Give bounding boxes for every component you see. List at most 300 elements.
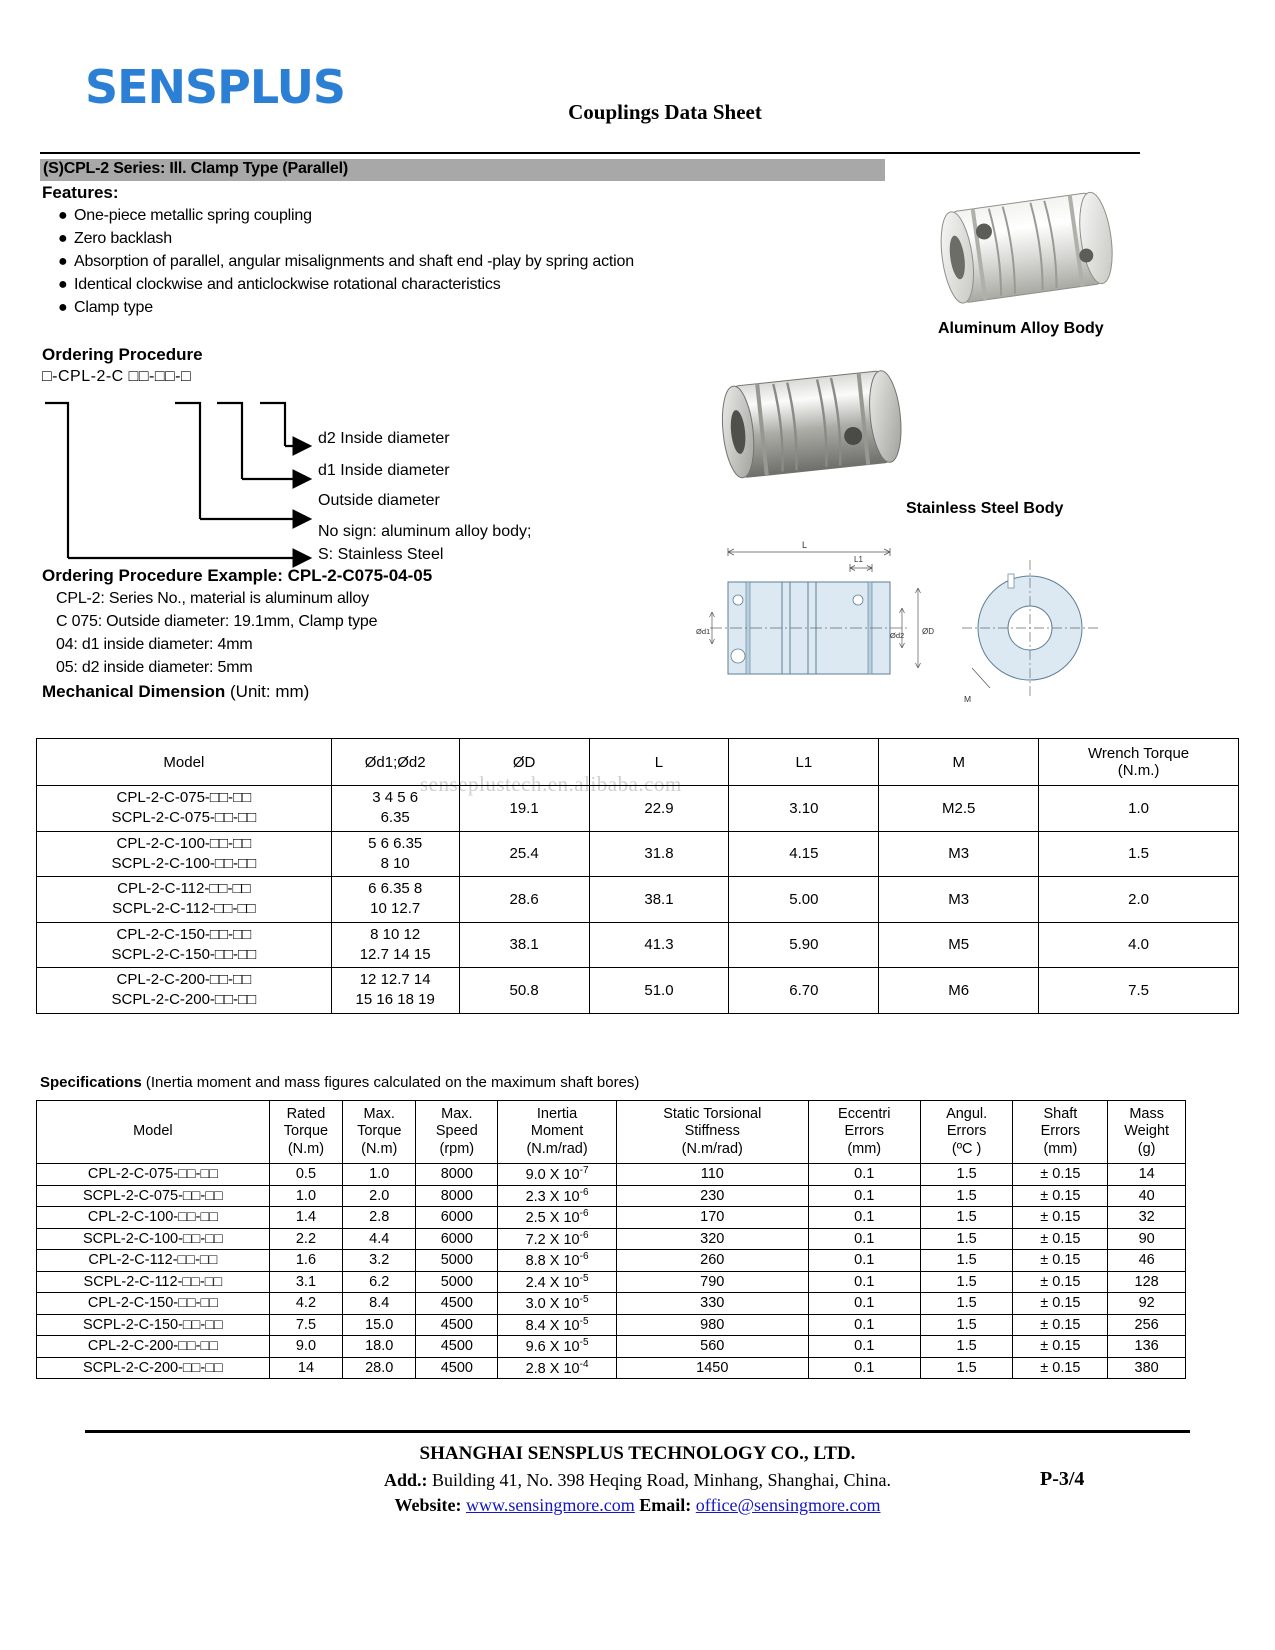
- spec-eccentric-cell: 0.1: [808, 1228, 920, 1250]
- stainless-body-caption: Stainless Steel Body: [906, 500, 1064, 517]
- spec-angular-cell: 1.5: [920, 1164, 1013, 1186]
- watermark: senseplustech.en.alibaba.com: [420, 772, 682, 796]
- spec-eccentric-cell: 0.1: [808, 1164, 920, 1186]
- spec-angular-cell: 1.5: [920, 1271, 1013, 1293]
- spec-max-speed-cell: 4500: [416, 1293, 498, 1315]
- bores-line1: 12 12.7 14: [359, 971, 431, 988]
- spec-header-max-torque: [343, 1101, 416, 1164]
- inertia-mantissa: 9.0 X 10: [525, 1167, 580, 1184]
- spec-header-shaft-errors: [1013, 1101, 1108, 1164]
- spec-rated-torque-cell: 4.2: [269, 1293, 342, 1315]
- model-name-stainless: SCPL-2-C-150-□□-□□: [111, 945, 257, 963]
- dim-header-od: ØD: [459, 739, 589, 786]
- dim-wrench-cell: 7.5: [1039, 968, 1239, 1014]
- ordering-example-line: 05: d2 inside diameter: 5mm: [56, 659, 253, 676]
- inertia-mantissa: 3.0 X 10: [525, 1296, 580, 1313]
- ordering-example-line: CPL-2: Series No., material is aluminum alloy: [56, 590, 369, 607]
- spec-stiffness-cell: 330: [616, 1293, 808, 1315]
- table-row: [37, 1250, 1186, 1272]
- footer-email-label: Email:: [639, 1495, 692, 1515]
- spec-max-torque-cell: 2.0: [343, 1185, 416, 1207]
- website-link[interactable]: www.sensingmore.com: [465, 1495, 635, 1515]
- leader-lines-svg: [42, 395, 642, 570]
- spec-mass-cell: 14: [1108, 1164, 1186, 1186]
- bullet-icon: ●: [58, 253, 68, 270]
- spec-mass-cell: 380: [1108, 1357, 1186, 1379]
- table-row: [37, 786, 1239, 832]
- wrench-torque-line2: (N.m.): [1117, 762, 1160, 779]
- stainless-coupling-photo: [712, 352, 917, 507]
- spec-max-torque-cell: 3.2: [343, 1250, 416, 1272]
- spec-header-line3: (mm): [1043, 1140, 1078, 1157]
- spec-header-line2: Errors: [1040, 1123, 1081, 1140]
- spec-angular-cell: 1.5: [920, 1293, 1013, 1315]
- spec-max-speed-cell: 4500: [416, 1357, 498, 1379]
- spec-stiffness-cell: 320: [616, 1228, 808, 1250]
- model-name-stainless: SCPL-2-C-200-□□-□□: [111, 991, 257, 1009]
- spec-inertia-cell: [498, 1185, 617, 1207]
- spec-header-line1: Max.: [363, 1106, 395, 1123]
- spec-header-line1: Max.: [441, 1106, 473, 1123]
- table-row: [37, 1314, 1186, 1336]
- ordering-label-d2: d2 Inside diameter: [318, 430, 450, 447]
- spec-header-line2: Errors: [946, 1123, 987, 1140]
- inertia-exponent: -5: [579, 1315, 589, 1327]
- spec-mass-cell: 32: [1108, 1207, 1186, 1229]
- inertia-mantissa: 8.4 X 10: [525, 1317, 580, 1334]
- mechanical-dimension-table: [36, 738, 1239, 1014]
- spec-header-line3: (N.m): [361, 1140, 398, 1157]
- spec-header-line2: Stiffness: [684, 1123, 740, 1140]
- spec-mass-cell: 90: [1108, 1228, 1186, 1250]
- feature-text: One-piece metallic spring coupling: [74, 207, 312, 224]
- table-row: [37, 968, 1239, 1014]
- inertia-mantissa: 7.2 X 10: [525, 1231, 580, 1248]
- footer-address-label: Add.:: [384, 1470, 428, 1490]
- inertia-mantissa: 2.3 X 10: [525, 1188, 580, 1205]
- spec-max-speed-cell: 8000: [416, 1164, 498, 1186]
- feature-text: Absorption of parallel, angular misalignments and shaft end -play by spring action: [74, 253, 634, 270]
- dim-wrench-cell: 1.0: [1039, 786, 1239, 832]
- model-name-primary: CPL-2-C-200-□□-□□: [116, 971, 252, 988]
- dim-m-cell: M3: [879, 831, 1039, 877]
- dim-header-m: M: [879, 739, 1039, 786]
- dim-bores-cell: [331, 922, 459, 968]
- mechanical-dimension-heading: [42, 682, 309, 702]
- spec-eccentric-cell: 0.1: [808, 1207, 920, 1229]
- spec-max-speed-cell: 4500: [416, 1336, 498, 1358]
- dim-wrench-cell: 1.5: [1039, 831, 1239, 877]
- dim-model-cell: [37, 831, 332, 877]
- spec-max-torque-cell: 4.4: [343, 1228, 416, 1250]
- feature-item: [58, 230, 172, 248]
- bores-line2: 6.35: [380, 809, 410, 827]
- model-name-primary: CPL-2-C-075-□□-□□: [116, 789, 252, 806]
- spec-eccentric-cell: 0.1: [808, 1336, 920, 1358]
- dim-m-cell: M5: [879, 922, 1039, 968]
- spec-inertia-cell: [498, 1271, 617, 1293]
- spec-max-torque-cell: 1.0: [343, 1164, 416, 1186]
- technical-drawing: [690, 520, 1110, 725]
- drawing-label-od1: Ød1: [696, 627, 711, 636]
- dim-l-cell: 51.0: [589, 968, 729, 1014]
- bullet-icon: ●: [58, 299, 68, 316]
- bullet-icon: ●: [58, 230, 68, 247]
- spec-header-line3: (ºC ): [951, 1140, 982, 1157]
- model-name-primary: CPL-2-C-150-□□-□□: [116, 925, 252, 943]
- feature-item: [58, 253, 634, 271]
- spec-inertia-cell: [498, 1357, 617, 1379]
- table-row: [37, 1185, 1186, 1207]
- spec-rated-torque-cell: 7.5: [269, 1314, 342, 1336]
- inertia-exponent: -6: [579, 1186, 589, 1198]
- spec-angular-cell: 1.5: [920, 1250, 1013, 1272]
- inertia-mantissa: 2.4 X 10: [525, 1274, 580, 1291]
- specifications-table: [36, 1100, 1186, 1379]
- dim-l1-cell: 4.15: [729, 831, 879, 877]
- spec-header-static-torsional-stiffness: [616, 1101, 808, 1164]
- specifications-label: Specifications: [40, 1074, 142, 1091]
- drawing-label-l1: L1: [854, 555, 863, 564]
- page-header: [0, 52, 1275, 132]
- dim-l-cell: 38.1: [589, 877, 729, 923]
- drawing-label-od2: Ød2: [890, 631, 905, 640]
- spec-header-line1: Shaft: [1043, 1106, 1078, 1123]
- footer-address-text: Building 41, No. 398 Heqing Road, Minhang, Shanghai, China.: [427, 1470, 891, 1490]
- aluminum-coupling-photo: [925, 185, 1140, 320]
- table-row: [37, 831, 1239, 877]
- dim-l-cell: 41.3: [589, 922, 729, 968]
- drawing-label-od: ØD: [922, 627, 934, 636]
- spec-header-line3: (g): [1137, 1140, 1156, 1157]
- spec-header-line3: (mm): [847, 1140, 882, 1157]
- table-row: [37, 1336, 1186, 1358]
- bullet-icon: ●: [58, 207, 68, 224]
- bullet-icon: ●: [58, 276, 68, 293]
- spec-header-line3: (rpm): [439, 1140, 475, 1157]
- inertia-mantissa: 2.5 X 10: [525, 1210, 580, 1227]
- wrench-torque-line1: Wrench Torque: [1087, 745, 1190, 762]
- inertia-mantissa: 2.8 X 10: [525, 1360, 580, 1377]
- spec-mass-cell: 46: [1108, 1250, 1186, 1272]
- spec-header-angular-errors: [920, 1101, 1013, 1164]
- spec-shaft-cell: ± 0.15: [1013, 1228, 1108, 1250]
- spec-stiffness-cell: 790: [616, 1271, 808, 1293]
- spec-angular-cell: 1.5: [920, 1336, 1013, 1358]
- inertia-exponent: -6: [579, 1208, 589, 1220]
- bores-line2: 8 10: [380, 854, 410, 872]
- spec-rated-torque-cell: 1.0: [269, 1185, 342, 1207]
- table-row: [37, 1293, 1186, 1315]
- specifications-heading: [40, 1074, 639, 1091]
- bores-line1: 3 4 5 6: [372, 789, 419, 806]
- dim-header-bores: Ød1;Ød2: [331, 739, 459, 786]
- spec-max-torque-cell: 6.2: [343, 1271, 416, 1293]
- spec-rated-torque-cell: 1.6: [269, 1250, 342, 1272]
- dim-l1-cell: 5.00: [729, 877, 879, 923]
- bores-line2: 15 16 18 19: [355, 991, 435, 1009]
- spec-model-cell: SCPL-2-C-112-□□-□□: [37, 1271, 270, 1293]
- spec-max-speed-cell: 8000: [416, 1185, 498, 1207]
- drawing-label-m: M: [964, 694, 972, 704]
- table-row: [37, 1207, 1186, 1229]
- spec-shaft-cell: ± 0.15: [1013, 1185, 1108, 1207]
- spec-header-line2: Weight: [1124, 1123, 1170, 1140]
- footer-company: SHANGHAI SENSPLUS TECHNOLOGY CO., LTD.: [419, 1443, 856, 1464]
- spec-model-cell: CPL-2-C-112-□□-□□: [37, 1250, 270, 1272]
- inertia-exponent: -6: [579, 1251, 589, 1263]
- feature-item: [58, 299, 153, 317]
- inertia-exponent: -6: [579, 1229, 589, 1241]
- dim-model-cell: [37, 786, 332, 832]
- bores-line2: 10 12.7: [370, 900, 421, 918]
- spec-shaft-cell: ± 0.15: [1013, 1271, 1108, 1293]
- dim-model-cell: [37, 922, 332, 968]
- mechanical-dimension-unit: (Unit: mm): [225, 682, 310, 701]
- spec-stiffness-cell: 110: [616, 1164, 808, 1186]
- table-header-row: [37, 739, 1239, 786]
- spec-stiffness-cell: 560: [616, 1336, 808, 1358]
- inertia-exponent: -4: [579, 1358, 589, 1370]
- dim-bores-cell: [331, 968, 459, 1014]
- dim-header-l: L: [589, 739, 729, 786]
- email-link[interactable]: office@sensingmore.com: [695, 1495, 881, 1515]
- drawing-label-l: L: [802, 540, 808, 550]
- spec-max-speed-cell: 5000: [416, 1271, 498, 1293]
- ordering-label-no-sign: No sign: aluminum alloy body;: [318, 523, 532, 540]
- spec-header-line2: Errors: [844, 1123, 884, 1140]
- spec-max-torque-cell: 28.0: [343, 1357, 416, 1379]
- model-name-stainless: SCPL-2-C-112-□□-□□: [112, 900, 256, 918]
- table-row: [37, 1357, 1186, 1379]
- dim-l-cell: 22.9: [589, 786, 729, 832]
- spec-model-cell: CPL-2-C-150-□□-□□: [37, 1293, 270, 1315]
- spec-rated-torque-cell: 1.4: [269, 1207, 342, 1229]
- dim-bores-cell: [331, 831, 459, 877]
- dim-od-cell: 19.1: [459, 786, 589, 832]
- spec-header-line1: Mass: [1129, 1106, 1164, 1123]
- spec-max-speed-cell: 6000: [416, 1228, 498, 1250]
- bores-line1: 8 10 12: [370, 925, 421, 943]
- spec-rated-torque-cell: 3.1: [269, 1271, 342, 1293]
- spec-shaft-cell: ± 0.15: [1013, 1293, 1108, 1315]
- spec-mass-cell: 256: [1108, 1314, 1186, 1336]
- spec-eccentric-cell: 0.1: [808, 1293, 920, 1315]
- spec-shaft-cell: ± 0.15: [1013, 1207, 1108, 1229]
- spec-angular-cell: 1.5: [920, 1207, 1013, 1229]
- spec-model-cell: SCPL-2-C-100-□□-□□: [37, 1228, 270, 1250]
- table-row: [37, 1164, 1186, 1186]
- spec-max-torque-cell: 15.0: [343, 1314, 416, 1336]
- spec-model-cell: SCPL-2-C-150-□□-□□: [37, 1314, 270, 1336]
- dim-header-model: Model: [37, 739, 332, 786]
- spec-model-cell: CPL-2-C-100-□□-□□: [37, 1207, 270, 1229]
- mechanical-dimension-label: Mechanical Dimension: [42, 682, 226, 701]
- model-name-primary: CPL-2-C-112-□□-□□: [117, 880, 251, 897]
- dim-od-cell: 50.8: [459, 968, 589, 1014]
- dim-l1-cell: 3.10: [729, 786, 879, 832]
- ordering-leader-diagram: [42, 395, 642, 570]
- dim-bores-cell: [331, 786, 459, 832]
- spec-header-line1: Rated: [286, 1106, 326, 1123]
- bores-line2: 12.7 14 15: [359, 945, 431, 963]
- spec-header-line3: (N.m/rad): [681, 1140, 743, 1157]
- spec-header-line2: Moment: [530, 1123, 584, 1140]
- spec-eccentric-cell: 0.1: [808, 1314, 920, 1336]
- features-heading: Features:: [42, 183, 119, 202]
- ordering-label-outside-diameter: Outside diameter: [318, 492, 440, 509]
- table-row: [37, 1228, 1186, 1250]
- spec-header-line1: Inertia: [536, 1106, 578, 1123]
- spec-eccentric-cell: 0.1: [808, 1185, 920, 1207]
- aluminum-body-caption: Aluminum Alloy Body: [938, 320, 1104, 337]
- spec-header-line2: Torque: [357, 1123, 402, 1140]
- spec-angular-cell: 1.5: [920, 1185, 1013, 1207]
- series-banner: [40, 159, 885, 181]
- spec-header-line1: Static Torsional: [663, 1106, 762, 1123]
- spec-max-speed-cell: 4500: [416, 1314, 498, 1336]
- spec-header-inertia-moment: [498, 1101, 617, 1164]
- bores-line1: 5 6 6.35: [368, 834, 423, 852]
- document-title: Couplings Data Sheet: [568, 100, 762, 124]
- spec-rated-torque-cell: 2.2: [269, 1228, 342, 1250]
- spec-rated-torque-cell: 14: [269, 1357, 342, 1379]
- spec-header-line2: Speed: [435, 1123, 478, 1140]
- ordering-example-line: 04: d1 inside diameter: 4mm: [56, 636, 253, 653]
- dim-bores-cell: [331, 877, 459, 923]
- spec-shaft-cell: ± 0.15: [1013, 1357, 1108, 1379]
- series-banner-label: (S)CPL-2 Series: Ill. Clamp Type (Parallel): [43, 160, 348, 177]
- dim-od-cell: 28.6: [459, 877, 589, 923]
- inertia-mantissa: 8.8 X 10: [525, 1253, 580, 1270]
- inertia-exponent: -5: [579, 1272, 589, 1284]
- ordering-procedure-heading: Ordering Procedure: [42, 345, 203, 364]
- dim-wrench-cell: 2.0: [1039, 877, 1239, 923]
- spec-angular-cell: 1.5: [920, 1314, 1013, 1336]
- spec-header-mass-weight: [1108, 1101, 1186, 1164]
- spec-inertia-cell: [498, 1164, 617, 1186]
- specifications-note: (Inertia moment and mass figures calculated on the maximum shaft bores): [141, 1074, 640, 1091]
- ordering-example-line: C 075: Outside diameter: 19.1mm, Clamp type: [56, 613, 378, 630]
- dim-model-cell: [37, 877, 332, 923]
- spec-stiffness-cell: 170: [616, 1207, 808, 1229]
- spec-inertia-cell: [498, 1336, 617, 1358]
- feature-item: [58, 276, 501, 294]
- spec-inertia-cell: [498, 1293, 617, 1315]
- dim-header-l1: L1: [729, 739, 879, 786]
- inertia-exponent: -5: [579, 1294, 589, 1306]
- spec-mass-cell: 40: [1108, 1185, 1186, 1207]
- spec-max-torque-cell: 18.0: [343, 1336, 416, 1358]
- footer-contact: [0, 1495, 1275, 1516]
- spec-angular-cell: 1.5: [920, 1357, 1013, 1379]
- spec-stiffness-cell: 980: [616, 1314, 808, 1336]
- dim-od-cell: 25.4: [459, 831, 589, 877]
- dim-m-cell: M2.5: [879, 786, 1039, 832]
- footer-divider: [85, 1430, 1190, 1433]
- feature-text: Zero backlash: [74, 230, 172, 247]
- ordering-label-d1: d1 Inside diameter: [318, 462, 450, 479]
- table-row: [37, 877, 1239, 923]
- spec-stiffness-cell: 1450: [616, 1357, 808, 1379]
- model-name-stainless: SCPL-2-C-100-□□-□□: [111, 854, 257, 872]
- spec-eccentric-cell: 0.1: [808, 1271, 920, 1293]
- dim-od-cell: 38.1: [459, 922, 589, 968]
- dim-m-cell: M6: [879, 968, 1039, 1014]
- spec-stiffness-cell: 230: [616, 1185, 808, 1207]
- spec-header-eccentric-errors: [808, 1101, 920, 1164]
- spec-rated-torque-cell: 9.0: [269, 1336, 342, 1358]
- ordering-code-pattern: □-CPL-2-C □□-□□-□: [42, 368, 192, 385]
- spec-inertia-cell: [498, 1207, 617, 1229]
- spec-shaft-cell: ± 0.15: [1013, 1336, 1108, 1358]
- table-row: [37, 922, 1239, 968]
- spec-max-torque-cell: 2.8: [343, 1207, 416, 1229]
- spec-shaft-cell: ± 0.15: [1013, 1250, 1108, 1272]
- spec-max-torque-cell: 8.4: [343, 1293, 416, 1315]
- model-name-primary: CPL-2-C-100-□□-□□: [116, 834, 252, 852]
- dim-m-cell: M3: [879, 877, 1039, 923]
- spec-shaft-cell: ± 0.15: [1013, 1314, 1108, 1336]
- dim-l1-cell: 5.90: [729, 922, 879, 968]
- spec-mass-cell: 128: [1108, 1271, 1186, 1293]
- spec-header-rated-torque: [269, 1101, 342, 1164]
- spec-header-line2: Model: [133, 1123, 173, 1140]
- spec-rated-torque-cell: 0.5: [269, 1164, 342, 1186]
- spec-model-cell: CPL-2-C-075-□□-□□: [37, 1164, 270, 1186]
- inertia-exponent: -7: [579, 1165, 589, 1177]
- spec-max-speed-cell: 6000: [416, 1207, 498, 1229]
- table-row: [37, 1271, 1186, 1293]
- inertia-mantissa: 9.6 X 10: [525, 1339, 580, 1356]
- model-name-stainless: SCPL-2-C-075-□□-□□: [111, 809, 257, 827]
- header-divider: [40, 152, 1140, 154]
- spec-eccentric-cell: 0.1: [808, 1357, 920, 1379]
- spec-inertia-cell: [498, 1250, 617, 1272]
- dim-l-cell: 31.8: [589, 831, 729, 877]
- spec-mass-cell: 92: [1108, 1293, 1186, 1315]
- feature-item: [58, 207, 312, 225]
- page-number: P-3/4: [1040, 1468, 1085, 1490]
- table-header-row: [37, 1101, 1186, 1164]
- feature-text: Identical clockwise and anticlockwise rotational characteristics: [74, 276, 501, 293]
- spec-header-line1: Angul.: [946, 1106, 988, 1123]
- spec-header-model: [37, 1101, 270, 1164]
- spec-model-cell: SCPL-2-C-200-□□-□□: [37, 1357, 270, 1379]
- ordering-label-stainless: S: Stainless Steel: [318, 546, 444, 563]
- spec-mass-cell: 136: [1108, 1336, 1186, 1358]
- spec-header-max-speed: [416, 1101, 498, 1164]
- dim-model-cell: [37, 968, 332, 1014]
- spec-header-line2: Torque: [283, 1123, 329, 1140]
- company-logo: SENSPLUS: [85, 60, 346, 114]
- bores-line1: 6 6.35 8: [368, 880, 423, 897]
- spec-header-line3: (N.m/rad): [526, 1140, 588, 1157]
- spec-model-cell: SCPL-2-C-075-□□-□□: [37, 1185, 270, 1207]
- feature-text: Clamp type: [74, 299, 153, 316]
- spec-shaft-cell: ± 0.15: [1013, 1164, 1108, 1186]
- dim-header-wrench-torque: [1039, 739, 1239, 786]
- spec-angular-cell: 1.5: [920, 1228, 1013, 1250]
- inertia-exponent: -5: [579, 1337, 589, 1349]
- spec-header-line1: Eccentri: [838, 1106, 891, 1123]
- spec-header-line3: (N.m): [287, 1140, 325, 1157]
- footer-website-label: Website:: [394, 1495, 462, 1515]
- spec-eccentric-cell: 0.1: [808, 1250, 920, 1272]
- spec-inertia-cell: [498, 1314, 617, 1336]
- ordering-example-heading: Ordering Procedure Example: CPL-2-C075-04-05: [42, 566, 433, 585]
- dim-wrench-cell: 4.0: [1039, 922, 1239, 968]
